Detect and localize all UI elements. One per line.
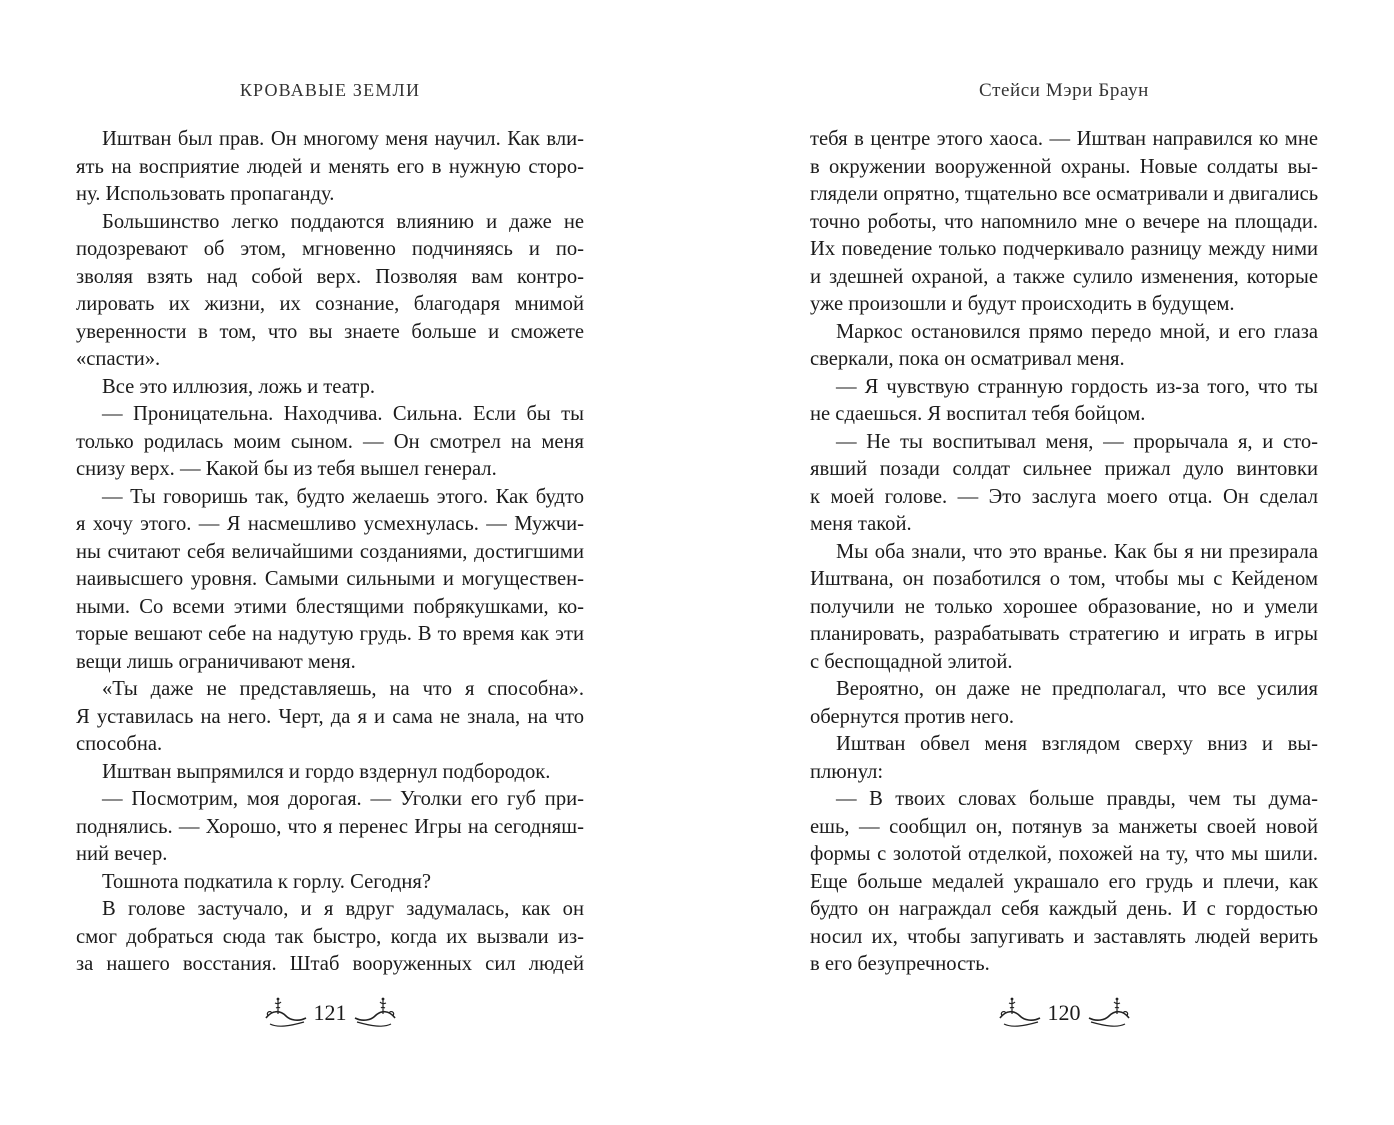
text-line: только родилась моим сыном. — Он смотрел на меня xyxy=(76,430,584,453)
text-line: к моей голове. — Это заслуга моего отца. Он сделал xyxy=(810,485,1318,508)
text-line: ными. Со всеми этими блестящими побрякушками, ко- xyxy=(76,595,584,618)
text-line: «спасти». xyxy=(76,348,161,370)
text-line: способна. xyxy=(76,733,163,755)
flourish-left-icon xyxy=(264,996,308,1030)
right-page-folio xyxy=(810,996,1318,1030)
text-line: — Не ты воспитывал меня, — прорычала я, и сто- xyxy=(836,430,1318,453)
text-line: Их поведение только подчеркивало разницу между ними xyxy=(810,238,1318,260)
text-line: глядели опрятно, тщательно все осматривали и двигались xyxy=(810,183,1319,205)
text-line: — Я чувствую странную гордость из-за того, что ты xyxy=(836,375,1318,398)
flourish-left-icon xyxy=(998,996,1042,1030)
text-line: с беспощадной элитой. xyxy=(810,650,1013,673)
text-line: уверенности в том, что вы знаете больше и сможете xyxy=(76,320,584,343)
text-line: Все это иллюзия, ложь и театр. xyxy=(102,375,376,398)
text-line: меня такой. xyxy=(810,513,912,535)
text-line: Тошнота подкатила к горлу. Сегодня? xyxy=(102,870,431,893)
text-line: Иштван обвел меня взглядом сверху вниз и вы- xyxy=(836,733,1318,755)
text-line: — В твоих словах больше правды, чем ты дума- xyxy=(836,788,1318,810)
text-line: лировать их жизни, их сознание, благодаря мнимой xyxy=(76,293,584,315)
text-line: Иштвана, он позаботился о том, чтобы мы с Кейденом xyxy=(810,568,1318,590)
text-line: будто он награждал себя каждый день. И с гордостью xyxy=(810,898,1318,920)
text-line: — Проницательна. Находчива. Сильна. Если бы ты xyxy=(102,403,584,425)
text-line: ять на восприятие людей и менять его в нужную сторо- xyxy=(76,155,584,178)
text-line: в окружении вооруженной охраны. Новые солдаты вы- xyxy=(810,155,1318,178)
text-line: и здешней охраной, а также сулило изменения, которые xyxy=(810,265,1318,288)
running-head-author: Стейси Мэри Браун xyxy=(979,80,1149,101)
text-line: носил их, чтобы запугивать и заставлять людей верить xyxy=(810,925,1318,948)
text-line: Маркос остановился прямо передо мной, и его глаза xyxy=(836,320,1318,343)
text-line: я хочу этого. — Я насмешливо усмехнулась. — Мужчи- xyxy=(76,513,584,535)
text-line: за нашего восстания. Штаб вооруженных сил людей xyxy=(76,953,584,975)
text-line: ны считают себя величайшими созданиями, достигшими xyxy=(76,540,584,563)
text-line: ешь, — сообщил он, потянув за манжеты своей новой xyxy=(810,815,1318,838)
text-line: Я уставилась на него. Черт, да я и сама не знала, на что xyxy=(76,705,584,728)
text-line: сверкали, пока он осматривал меня. xyxy=(810,348,1125,370)
text-line: формы с золотой отделкой, похожей на ту, что мы шили. xyxy=(810,843,1318,865)
left-page-body-text xyxy=(76,126,584,979)
flourish-right-icon xyxy=(1087,996,1131,1030)
text-line: — Ты говоришь так, будто желаешь этого. Как будто xyxy=(102,485,584,508)
text-line: поднялись. — Хорошо, что я перенес Игры на сегодняш- xyxy=(76,815,584,838)
text-line: Иштван был прав. Он многому меня научил. Как вли- xyxy=(102,128,584,150)
text-line: вещи лишь ограничивают меня. xyxy=(76,650,356,673)
text-line: Иштван выпрямился и гордо вздернул подбородок. xyxy=(102,760,551,783)
right-page xyxy=(810,0,1318,1125)
text-line: — Посмотрим, моя дорогая. — Уголки его губ при- xyxy=(102,788,584,810)
text-line: Большинство легко поддаются влиянию и даже не xyxy=(102,210,584,233)
text-line: обернутся против него. xyxy=(810,705,1015,728)
text-line: наивысшего уровня. Самыми сильными и могуществен- xyxy=(76,568,584,590)
running-head-book-title: КРОВАВЫЕ ЗЕМЛИ xyxy=(239,80,421,100)
text-line: подозревают об этом, мгновенно подчиняясь и по- xyxy=(76,238,584,260)
text-line: Еще больше медалей украшало его грудь и плечи, как xyxy=(810,870,1318,893)
text-line: Мы оба знали, что это вранье. Как бы я ни презирала xyxy=(836,540,1318,563)
text-line: плюнул: xyxy=(810,760,884,783)
text-line: точно роботы, что напомнило мне о вечере на площади. xyxy=(810,210,1318,233)
right-page-body-text xyxy=(810,126,1318,979)
left-page-folio xyxy=(76,996,584,1030)
page-number: 121 xyxy=(313,1000,347,1025)
text-line: В голове застучало, и я вдруг задумалась, как он xyxy=(102,898,584,920)
text-line: в его безупречность. xyxy=(810,953,990,975)
text-line: получили не только хорошее образование, но и умели xyxy=(810,595,1318,618)
text-line: ну. Использовать пропаганду. xyxy=(76,183,335,205)
text-line: ний вечер. xyxy=(76,843,168,865)
text-line: «Ты даже не представляешь, на что я способна». xyxy=(102,678,584,700)
text-line: смог добраться сюда так быстро, когда их вызвали из- xyxy=(76,925,584,948)
page-number: 120 xyxy=(1047,1000,1081,1025)
text-line: уже произошли и будут происходить в будущем. xyxy=(810,293,1235,315)
left-page xyxy=(76,0,584,1125)
text-line: явший позади солдат сильнее прижал дуло винтовки xyxy=(810,458,1318,480)
text-line: торые вешают себе на надутую грудь. В то время как эти xyxy=(76,623,584,645)
text-line: зволяя взять над собой верх. Позволяя вам контро- xyxy=(76,265,584,288)
flourish-right-icon xyxy=(353,996,397,1030)
text-line: Вероятно, он даже не предполагал, что все усилия xyxy=(836,678,1318,700)
text-line: планировать, разрабатывать стратегию и играть в игры xyxy=(810,623,1318,645)
text-line: тебя в центре этого хаоса. — Иштван направился ко мне xyxy=(810,128,1318,150)
text-line: не сдаешься. Я воспитал тебя бойцом. xyxy=(810,403,1146,425)
text-line: снизу верх. — Какой бы из тебя вышел генерал. xyxy=(76,458,497,480)
